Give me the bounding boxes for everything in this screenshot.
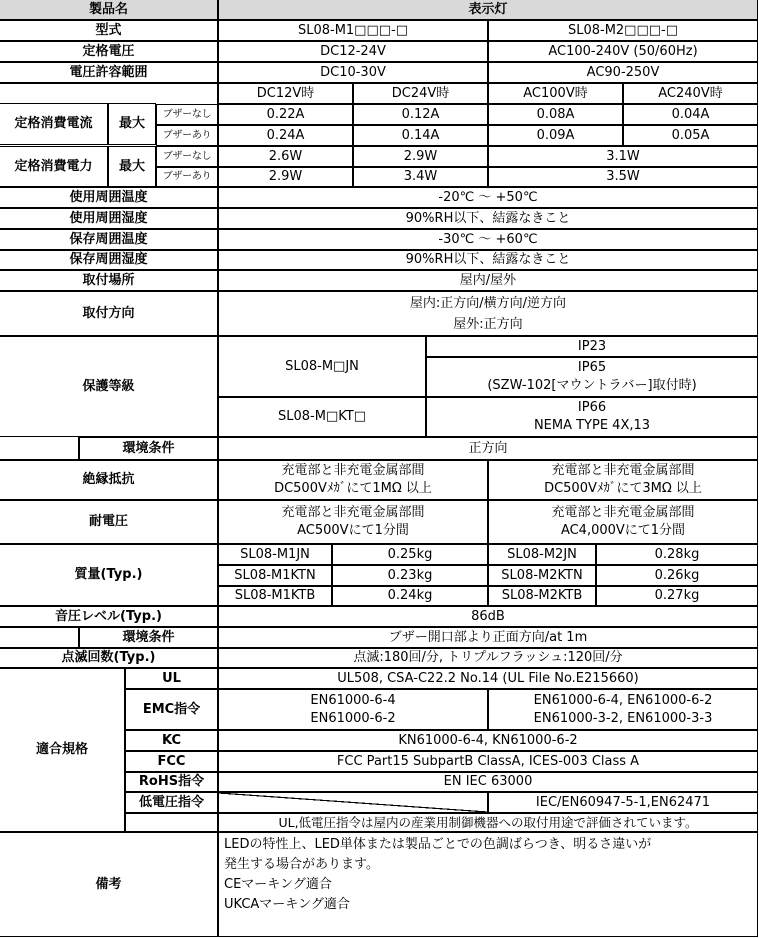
remarks-line4: UKCAマーキング適合	[224, 897, 350, 912]
insulation-m1-line2: DC500Vﾒｶﾞにて1MΩ 以上	[274, 481, 432, 496]
col-ac240: AC240V時	[623, 83, 758, 104]
insulation-m1	[218, 460, 488, 500]
mount-dir-line2: 屋外:正方向	[453, 316, 523, 332]
voltage-range-m2: AC90-250V	[488, 62, 758, 83]
header-value: 表示灯	[218, 0, 758, 20]
protection-ip65	[426, 357, 758, 397]
col-dc12: DC12V時	[218, 83, 353, 104]
current-nb-dc24: 0.12A	[353, 104, 488, 125]
flash-value: 点滅:180回/分, トリプルフラッシュ:120回/分	[218, 648, 758, 668]
withstand-m1-line2: AC500Vにて1分間	[297, 523, 409, 538]
mass-m1-model-3: SL08-M1KTB	[218, 586, 332, 606]
blank-cell	[0, 83, 218, 104]
emc-m2	[488, 689, 758, 730]
sound-value: 86dB	[218, 606, 758, 627]
emc-m2-line2: EN61000-3-2, EN61000-3-3	[533, 710, 713, 726]
mass-m1-weight-3: 0.24kg	[332, 586, 488, 606]
insulation-m2-line2: DC500Vﾒｶﾞにて3MΩ 以上	[544, 481, 702, 496]
mass-m1-weight-2: 0.23kg	[332, 565, 488, 586]
op-temp-label: 使用周囲温度	[0, 187, 218, 208]
col-ac100: AC100V時	[488, 83, 623, 104]
rohs-value: EN IEC 63000	[218, 772, 758, 792]
current-wb-ac240: 0.05A	[623, 125, 758, 146]
withstand-m1-line1: 充電部と非充電金属部間	[281, 505, 425, 520]
mount-dir-line1: 屋内:正方向/横方向/逆方向	[409, 295, 567, 311]
power-buzzer-label: ブザーあり	[156, 167, 218, 187]
emc-m1-line2: EN61000-6-2	[310, 710, 396, 726]
current-nb-dc12: 0.22A	[218, 104, 353, 125]
current-wb-dc12: 0.24A	[218, 125, 353, 146]
emc-m2-line1: EN61000-6-4, EN61000-6-2	[533, 692, 713, 708]
col-dc24: DC24V時	[353, 83, 488, 104]
protection-spacer	[0, 437, 79, 460]
type-m2: SL08-M2□□□-□	[488, 20, 758, 41]
withstand-m1	[218, 500, 488, 544]
power-max-label: 最大	[108, 146, 156, 187]
current-wb-ac100: 0.09A	[488, 125, 623, 146]
emc-label: EMC指令	[125, 689, 218, 730]
fcc-label: FCC	[125, 751, 218, 772]
voltage-range-label: 電圧許容範囲	[0, 62, 218, 83]
mass-m2-model-1: SL08-M2JN	[488, 544, 596, 565]
current-max-label: 最大	[108, 103, 156, 145]
protection-ip66-code: IP66	[577, 400, 607, 415]
rohs-label: RoHS指令	[125, 772, 218, 792]
protection-ip65-note: (SZW-102[マウントラバー]取付時)	[487, 378, 697, 393]
st-temp-label: 保存周囲温度	[0, 229, 218, 250]
remarks-line1: LEDの特性上、LED単体または製品ごとでの色調ばらつき、明るさ違いが	[224, 837, 652, 852]
protection-env-label: 環境条件	[79, 437, 218, 460]
current-nb-ac100: 0.08A	[488, 104, 623, 125]
current-wb-dc24: 0.14A	[353, 125, 488, 146]
lvd-m1-na	[218, 792, 488, 813]
remarks-body	[218, 832, 758, 937]
protection-jn-model: SL08-M□JN	[218, 336, 426, 397]
rated-voltage-m2: AC100-240V (50/60Hz)	[488, 41, 758, 62]
sound-env-label: 環境条件	[79, 627, 218, 648]
protection-env-value: 正方向	[218, 437, 758, 460]
current-no-buzzer-label: ブザーなし	[156, 104, 218, 125]
op-temp-value: -20℃ ～ +50℃	[218, 187, 758, 208]
kc-value: KN61000-6-4, KN61000-6-2	[218, 730, 758, 751]
lvd-label: 低電圧指令	[125, 792, 218, 813]
st-hum-label: 保存周囲湿度	[0, 250, 218, 270]
ul-value: UL508, CSA-C22.2 No.14 (UL File No.E215660)	[218, 668, 758, 689]
power-label: 定格消費電力	[0, 146, 108, 187]
op-hum-value: 90%RH以下、結露なきこと	[218, 208, 758, 229]
protection-label: 保護等級	[0, 336, 218, 437]
standards-note-spacer	[125, 813, 218, 832]
st-temp-value: -30℃ ～ +60℃	[218, 229, 758, 250]
mass-m2-weight-2: 0.26kg	[596, 565, 758, 586]
standards-label: 適合規格	[0, 668, 125, 832]
header-name-label: 製品名	[0, 0, 218, 20]
protection-ip23: IP23	[426, 336, 758, 357]
mass-m1-weight-1: 0.25kg	[332, 544, 488, 565]
mass-label: 質量(Typ.)	[0, 544, 218, 606]
standards-note: UL,低電圧指令は屋内の産業用制御機器への取付用途で評価されています。	[218, 813, 758, 832]
emc-m1	[218, 689, 488, 730]
power-wb-ac: 3.5W	[488, 167, 758, 187]
mass-m2-model-2: SL08-M2KTN	[488, 565, 596, 586]
power-no-buzzer-label: ブザーなし	[156, 146, 218, 167]
remarks-line3: CEマーキング適合	[224, 877, 332, 892]
rated-voltage-m1: DC12-24V	[218, 41, 488, 62]
sound-label: 音圧レベル(Typ.)	[0, 606, 218, 627]
power-nb-ac: 3.1W	[488, 146, 758, 167]
insulation-m1-line1: 充電部と非充電金属部間	[281, 463, 425, 478]
protection-ip65-code: IP65	[577, 360, 607, 375]
insulation-m2	[488, 460, 758, 500]
mass-m1-model-1: SL08-M1JN	[218, 544, 332, 565]
protection-ip66	[426, 397, 758, 437]
flash-label: 点滅回数(Typ.)	[0, 648, 218, 668]
power-nb-dc12: 2.6W	[218, 146, 353, 167]
mass-m2-weight-1: 0.28kg	[596, 544, 758, 565]
withstand-m2-line2: AC4,000Vにて1分間	[560, 523, 686, 538]
current-nb-ac240: 0.04A	[623, 104, 758, 125]
type-label: 型式	[0, 20, 218, 41]
power-nb-dc24: 2.9W	[353, 146, 488, 167]
mount-dir-label: 取付方向	[0, 291, 218, 336]
withstand-label: 耐電圧	[0, 500, 218, 544]
mass-m2-model-3: SL08-M2KTB	[488, 586, 596, 606]
withstand-m2	[488, 500, 758, 544]
voltage-range-m1: DC10-30V	[218, 62, 488, 83]
type-m1: SL08-M1□□□-□	[218, 20, 488, 41]
sound-spacer	[0, 627, 79, 648]
power-wb-dc24: 3.4W	[353, 167, 488, 187]
mass-m2-weight-3: 0.27kg	[596, 586, 758, 606]
protection-nema: NEMA TYPE 4X,13	[533, 418, 651, 433]
mount-place-label: 取付場所	[0, 270, 218, 291]
insulation-m2-line1: 充電部と非充電金属部間	[551, 463, 695, 478]
emc-m1-line1: EN61000-6-4	[310, 692, 396, 708]
mount-place-value: 屋内/屋外	[218, 270, 758, 291]
lvd-value: IEC/EN60947-5-1,EN62471	[488, 792, 758, 813]
sound-env-value: ブザー開口部より正面方向/at 1m	[218, 627, 758, 648]
mass-m1-model-2: SL08-M1KTN	[218, 565, 332, 586]
withstand-m2-line1: 充電部と非充電金属部間	[551, 505, 695, 520]
insulation-label: 絶縁抵抗	[0, 460, 218, 500]
remarks-line2: 発生する場合があります。	[224, 857, 379, 872]
mount-dir-value	[218, 291, 758, 336]
power-wb-dc12: 2.9W	[218, 167, 353, 187]
fcc-value: FCC Part15 SubpartB ClassA, ICES-003 Class A	[218, 751, 758, 772]
st-hum-value: 90%RH以下、結露なきこと	[218, 250, 758, 270]
rated-voltage-label: 定格電圧	[0, 41, 218, 62]
ul-label: UL	[125, 668, 218, 689]
kc-label: KC	[125, 730, 218, 751]
op-hum-label: 使用周囲湿度	[0, 208, 218, 229]
current-label: 定格消費電流	[0, 103, 108, 145]
protection-kt-model: SL08-M□KT□	[218, 397, 426, 437]
remarks-label: 備考	[0, 832, 218, 937]
current-buzzer-label: ブザーあり	[156, 125, 218, 146]
